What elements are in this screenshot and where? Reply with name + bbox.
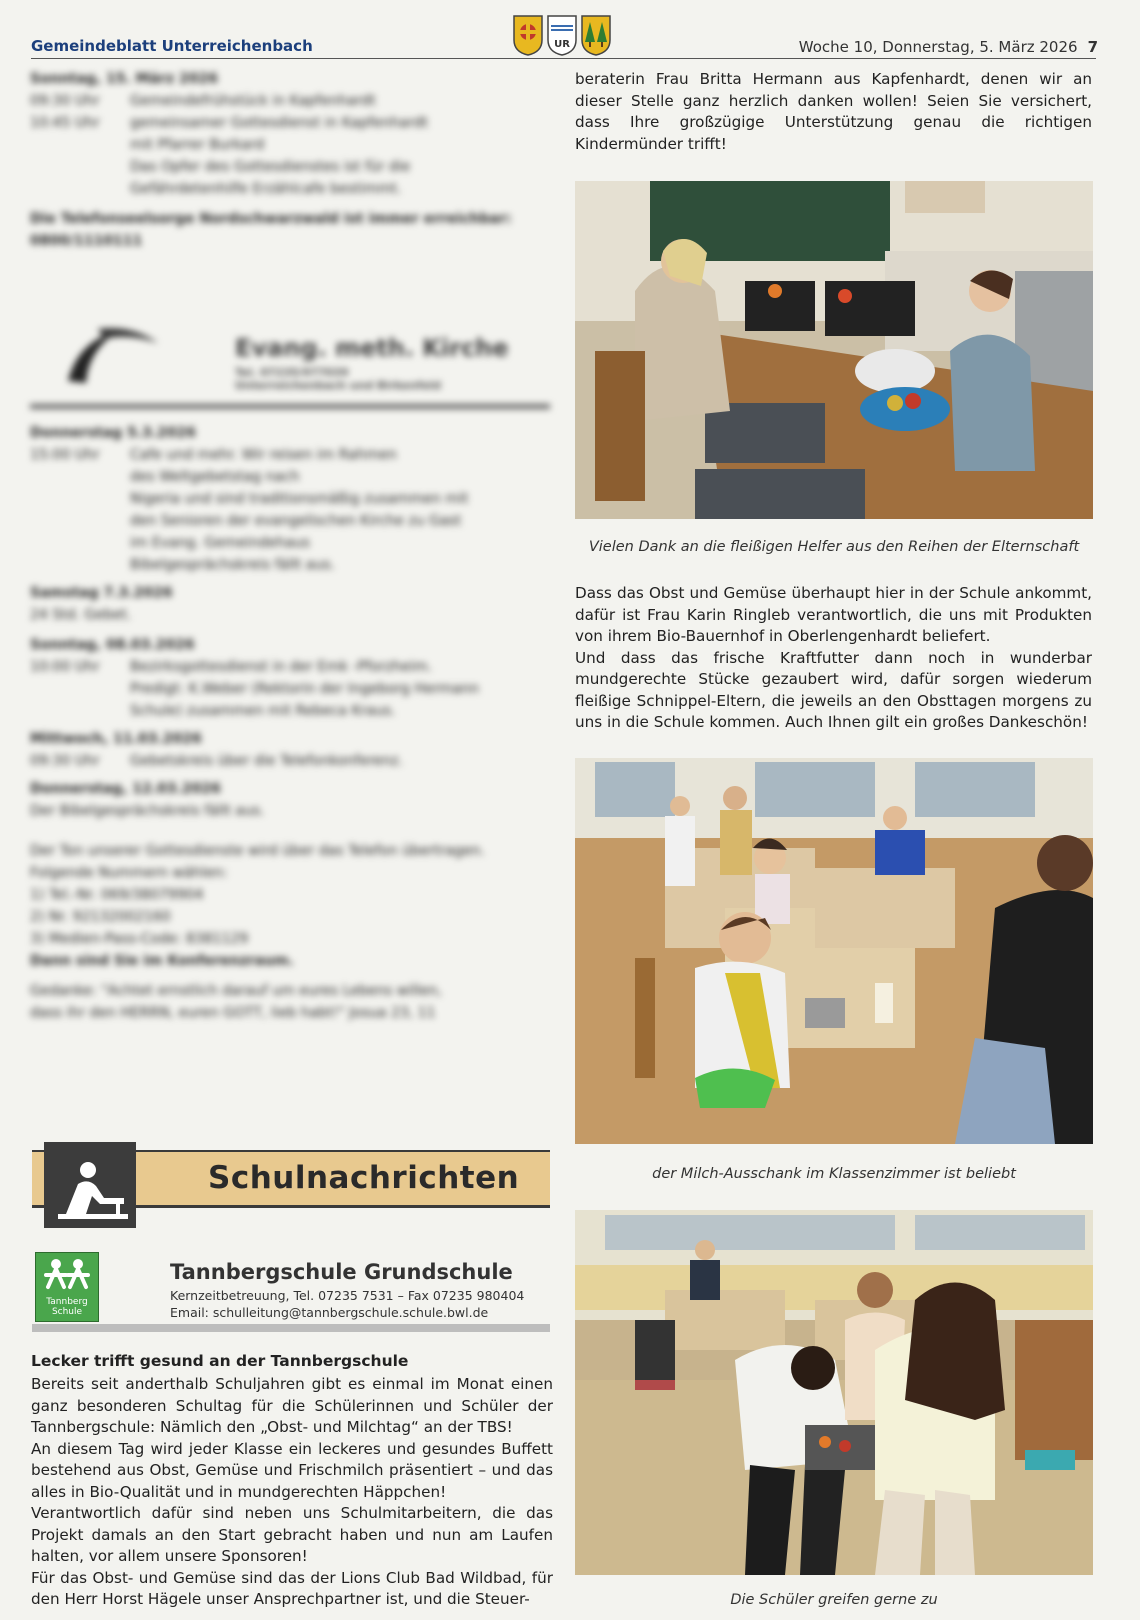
blurred-line: Die Telefonseelsorge Nordschwarzwald ist immer erreichbar: <box>30 211 512 227</box>
blurred-line: Donnerstag 5.3.2026 <box>30 425 197 441</box>
blurred-line: Samstag 7.3.2026 <box>30 585 173 601</box>
blurred-line: Gemeindefrühstück in Kapfenhardt <box>130 93 376 109</box>
blurred-church-sub <box>235 366 441 392</box>
blurred-line: 09:30 Uhr <box>30 753 100 769</box>
photo-students-taking-food <box>575 1210 1093 1575</box>
blurred-line: den Senioren der evangelischen Kirche zu Gast <box>130 513 462 529</box>
blurred-church-notices <box>30 66 550 1076</box>
children-icon <box>36 1253 98 1297</box>
issue-date-text: Woche 10, Donnerstag, 5. März 2026 <box>798 38 1078 56</box>
photo-caption: Vielen Dank an die fleißigen Helfer aus den Reihen der Elternschaft <box>588 539 1080 555</box>
section-banner <box>32 1142 550 1216</box>
blurred-line: 3) Medien-Pass-Code: 8381129 <box>30 931 249 947</box>
blurred-line: Unterreichenbach und Birkenfeld <box>235 379 441 392</box>
article-paragraph: Bereits seit anderthalb Schuljahren gibt es einmal im Monat einen ganz besonderen Schultag für die Schülerinnen und Schüler der Tannbergschule: Nämlich den „Obst- und Milchtag“ an der TBS! <box>31 1375 553 1436</box>
logo-text-line: Tannberg <box>46 1297 88 1307</box>
blurred-line: Cafe und mehr. Wir reisen im Rahmen <box>130 447 397 463</box>
article <box>31 1352 553 1611</box>
article-paragraph: An diesem Tag wird jeder Klasse ein leckeres und gesundes Buffett bestehend aus Obst, Gemüse und Frischmilch präsentiert – und das alles in Bio-Qualität und in mundgerechten Häppchen! <box>31 1439 553 1501</box>
article-paragraph: Für das Obst- und Gemüse sind das der Lions Club Bad Wildbad, für den Herr Horst Hägele unser Ansprechpartner ist, und die Steuer- <box>31 1568 553 1608</box>
school-rule <box>32 1324 550 1332</box>
blurred-line: 10:45 Uhr <box>30 115 100 131</box>
blurred-line: 2) Nr. 92132002160 <box>30 909 171 925</box>
teacher-desk-icon <box>44 1142 136 1228</box>
school-logo-text <box>36 1297 98 1317</box>
blurred-line: Der Ton unserer Gottesdienste wird über das Telefon übertragen. <box>30 843 485 859</box>
logo-text-line: Schule <box>51 1307 83 1317</box>
blurred-line: im Evang. Gemeindehaus <box>130 535 310 551</box>
blurred-line: gemeinsamer Gottesdienst in Kapfenhardt <box>130 115 429 131</box>
issue-date <box>799 38 1098 56</box>
blurred-line: des Weltgebetstag nach <box>130 469 300 485</box>
blurred-line: Schule) zusammen mit Rebeca Kraus. <box>130 703 396 719</box>
blurred-line: Donnerstag, 12.03.2026 <box>30 781 221 797</box>
blurred-line: 15:00 Uhr <box>30 447 100 463</box>
blurred-line: Bibelgesprächskreis fällt aus. <box>130 557 335 573</box>
church-logo-icon <box>58 321 168 391</box>
blurred-line: 10:00 Uhr <box>30 659 100 675</box>
blurred-line: 1) Tel.-Nr. 069/38079904 <box>30 887 204 903</box>
article-paragraph: Dass das Obst und Gemüse überhaupt hier in der Schule ankommt, dafür ist Frau Karin Ringleb verantwortlich, die uns mit Produkten von ihrem Bio-Bauernhof in Oberlengenhardt beliefert. <box>575 584 1092 645</box>
crest-ur-text: UR <box>554 39 570 50</box>
school-name: Tannbergschule Grundschule <box>170 1260 513 1284</box>
blurred-line: Mittwoch, 11.03.2026 <box>30 731 202 747</box>
publication-title: Gemeindeblatt Unterreichenbach <box>31 37 313 55</box>
blurred-line: Gefährdetenhilfe Erzählcafe bestimmt. <box>130 181 402 197</box>
blurred-line: Bezirksgottesdienst in der Emk -Pforzheim. <box>130 659 432 675</box>
blurred-line: Gedanke: "Achtet ernstlich darauf um eures Lebens willen, <box>30 983 442 999</box>
blurred-line: Dann sind Sie im Konferenzraum. <box>30 953 294 969</box>
blurred-rule <box>30 404 550 409</box>
municipal-crests <box>512 14 612 56</box>
blurred-line: Sonntag, 08.03.2026 <box>30 637 195 653</box>
page-number: 7 <box>1087 38 1098 56</box>
blurred-line: Predigt: K.Weber (Rektorin der Ingeborg Hermann <box>130 681 479 697</box>
blurred-line: 24 Std. Gebet. <box>30 607 132 623</box>
article-body <box>31 1374 553 1611</box>
blurred-line: mit Pfarrer Burkard <box>130 137 265 153</box>
crest-ur-icon <box>546 14 578 56</box>
article-paragraph: beraterin Frau Britta Hermann aus Kapfenhardt, denen wir an dieser Stelle ganz herzlich danken wollen! Seien Sie versichert, dass Ihre großzügige Unterstützung genau die richtigen Kindermünder trifft! <box>575 70 1092 153</box>
article-paragraph: Verantwortlich dafür sind neben uns Schulmitarbeitern, die das Projekt damals an den Start gebracht haben und nun am Laufen halten, vor allem unsere Sponsoren! <box>31 1504 553 1565</box>
crest-red-cross-icon <box>512 14 544 56</box>
blurred-line: Das Opfer des Gottesdienstes ist für die <box>130 159 411 175</box>
blurred-line: Der Bibelgesprächskreis fällt aus. <box>30 803 265 819</box>
blurred-church-title: Evang. meth. Kirche <box>235 334 509 362</box>
blurred-line: Gebetskreis über die Telefonkonferenz. <box>130 753 403 769</box>
page-header <box>0 0 1140 64</box>
photo-caption: Die Schüler greifen gerne zu <box>730 1592 938 1608</box>
photo-caption: der Milch-Ausschank im Klassenzimmer ist beliebt <box>652 1166 1016 1182</box>
header-rule <box>31 58 1096 59</box>
article-title: Lecker trifft gesund an der Tannbergschule <box>31 1352 409 1370</box>
school-header <box>32 1252 550 1332</box>
school-logo <box>35 1252 99 1322</box>
school-contact-email: Email: schulleitung@tannbergschule.schule.bwl.de <box>170 1305 489 1320</box>
article-paragraph: Und dass das frische Kraftfutter dann noch in wunderbar mundgerechte Stücke gezaubert wird, dafür sorgen wiederum fleißige Schnippel-Eltern, die jeweils an den Obsttagen morgens zu uns in die Schule kommen. Auch Ihnen gilt ein großes Dankeschön! <box>575 648 1092 731</box>
photo-parents-cutting-fruit <box>575 181 1093 519</box>
blurred-line: Tel. 07235/977039 <box>235 366 349 379</box>
blurred-line: dass ihr den HERRN, euren GOTT, lieb habt!" Josua 23, 11 <box>30 1005 436 1021</box>
blurred-line: 09:30 Uhr <box>30 93 100 109</box>
school-contact-phone: Kernzeitbetreuung, Tel. 07235 7531 – Fax 07235 980404 <box>170 1288 525 1303</box>
photo-milk-serving <box>575 758 1093 1144</box>
blurred-line: Folgende Nummern wählen: <box>30 865 228 881</box>
crest-trees-icon <box>580 14 612 56</box>
blurred-line: 0800/1110111 <box>30 233 143 249</box>
blurred-line: Nigeria und sind traditionsmäßig zusammen mit <box>130 491 469 507</box>
article-continued-top <box>575 69 1092 155</box>
article-continued-mid <box>575 583 1092 734</box>
section-title: Schulnachrichten <box>208 1160 520 1196</box>
blurred-line: Sonntag, 15. März 2026 <box>30 71 218 87</box>
